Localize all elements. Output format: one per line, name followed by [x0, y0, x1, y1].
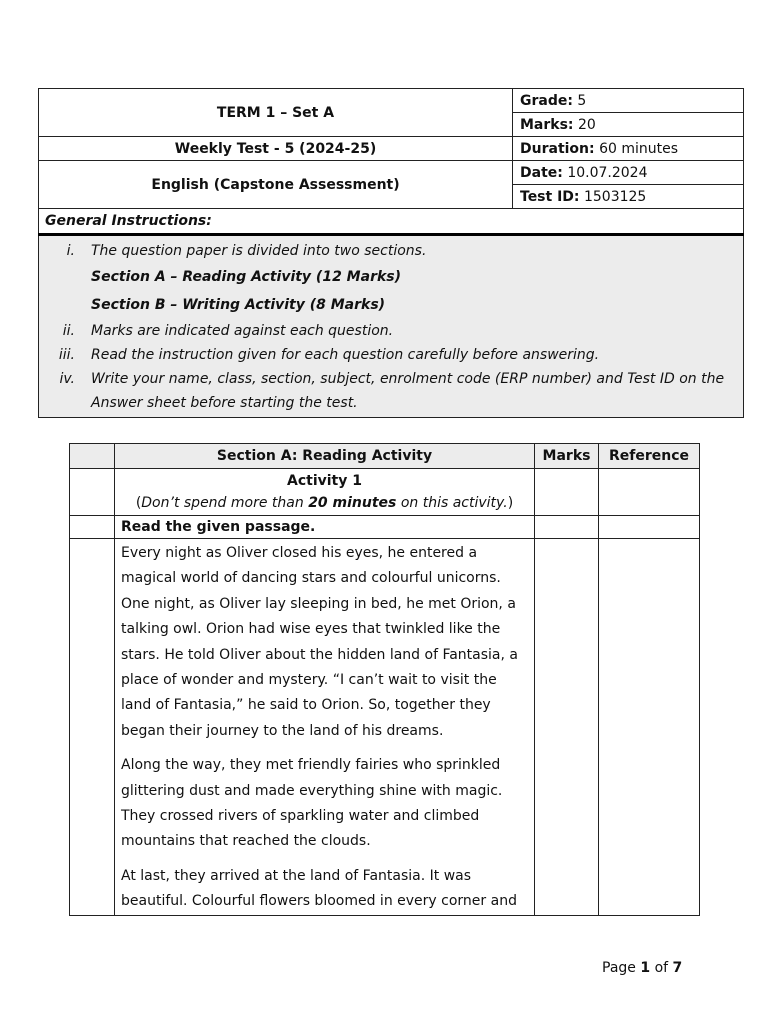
passage-cell — [115, 539, 535, 916]
marks-value: 20 — [577, 116, 596, 133]
header-blank-cell — [70, 444, 115, 469]
passage-row — [70, 539, 700, 916]
general-instructions-title: General Instructions: — [39, 209, 744, 235]
duration-label: Duration: — [520, 140, 595, 157]
note-open-paren: ( — [135, 495, 142, 511]
section-header-row — [70, 444, 700, 469]
activity-note — [121, 492, 528, 514]
instruction-number: i. — [66, 243, 75, 259]
page-number — [602, 960, 682, 976]
testid-cell — [513, 185, 744, 209]
note-duration: 20 minutes — [308, 495, 397, 511]
header-table — [38, 88, 744, 418]
instruction-item — [45, 343, 737, 367]
passage-paragraph: Every night as Oliver closed his eyes, he entered a magical world of dancing stars and colourful unicorns. One night, as Oliver lay sleeping in bed, he met Orion, a talking owl. Orion had wise eyes that twinkled like the stars. He told Oliver about the hidden land of Fantasia, a place of wonder and mystery. “I can’t wait to visit the land of Fantasia,” he said to Orion. So, together they began their journey to the land of his dreams. — [121, 545, 518, 739]
page-total: 7 — [672, 960, 683, 976]
testid-value: 1503125 — [583, 188, 647, 205]
marks-label: Marks: — [520, 116, 574, 133]
of-word: of — [654, 960, 669, 976]
date-cell — [513, 161, 744, 185]
number-cell — [70, 539, 115, 916]
activity-row — [70, 469, 700, 516]
date-label: Date: — [520, 164, 563, 181]
instruction-number: iv. — [59, 371, 75, 387]
duration-cell — [513, 137, 744, 161]
section-heading: Section A: Reading Activity — [115, 444, 535, 469]
passage-paragraph: Along the way, they met friendly fairies who sprinkled glittering dust and made everything shine with magic. They crossed rivers of sparkling water and climbed mountains that reached the clouds. — [121, 757, 503, 850]
instruction-item — [45, 239, 737, 263]
passage-paragraph: At last, they arrived at the land of Fantasia. It was beautiful. Colourful flowers bloomed in every corner and — [121, 867, 517, 910]
test-title: Weekly Test - 5 (2024-25) — [39, 137, 513, 161]
read-instruction-row — [70, 516, 700, 539]
read-instruction: Read the given passage. — [115, 516, 535, 539]
grade-value: 5 — [577, 92, 587, 109]
instruction-text: Read the instruction given for each question carefully before answering. — [91, 347, 600, 363]
activity-title: Activity 1 — [287, 473, 362, 489]
reference-cell — [599, 516, 700, 539]
duration-value: 60 minutes — [599, 140, 679, 157]
instruction-text: Marks are indicated against each question. — [91, 323, 394, 339]
grade-cell — [513, 89, 744, 113]
number-cell — [70, 469, 115, 516]
date-value: 10.07.2024 — [567, 164, 648, 181]
note-close-paren: ) — [507, 495, 514, 511]
subject-title: English (Capstone Assessment) — [39, 161, 513, 209]
reference-cell — [599, 539, 700, 916]
instructions-block — [39, 235, 744, 418]
testid-label: Test ID: — [520, 188, 580, 205]
marks-cell — [535, 539, 599, 916]
grade-label: Grade: — [520, 92, 573, 109]
instruction-number: ii. — [62, 323, 75, 339]
instruction-text: The question paper is divided into two sections. — [91, 243, 427, 259]
marks-column-header: Marks — [535, 444, 599, 469]
term-title: TERM 1 – Set A — [39, 89, 513, 137]
section-b-note: Section B – Writing Activity (8 Marks) — [91, 297, 386, 313]
marks-cell — [513, 113, 744, 137]
number-cell — [70, 516, 115, 539]
reference-column-header: Reference — [599, 444, 700, 469]
section-a-note: Section A – Reading Activity (12 Marks) — [91, 269, 402, 285]
marks-cell — [535, 469, 599, 516]
instruction-number: iii. — [58, 347, 75, 363]
page-current: 1 — [640, 960, 651, 976]
page-word: Page — [602, 960, 636, 976]
instruction-item — [45, 319, 737, 343]
section-a-table — [69, 443, 700, 916]
reference-cell — [599, 469, 700, 516]
activity-cell — [115, 469, 535, 516]
instruction-text: Write your name, class, section, subject, enrolment code (ERP number) and Test ID on the Answer sheet before starting the test. — [91, 371, 725, 411]
marks-cell — [535, 516, 599, 539]
note-text-start: Don’t spend more than — [141, 495, 309, 511]
note-text-end: on this activity. — [396, 495, 508, 511]
instruction-item — [45, 367, 737, 415]
